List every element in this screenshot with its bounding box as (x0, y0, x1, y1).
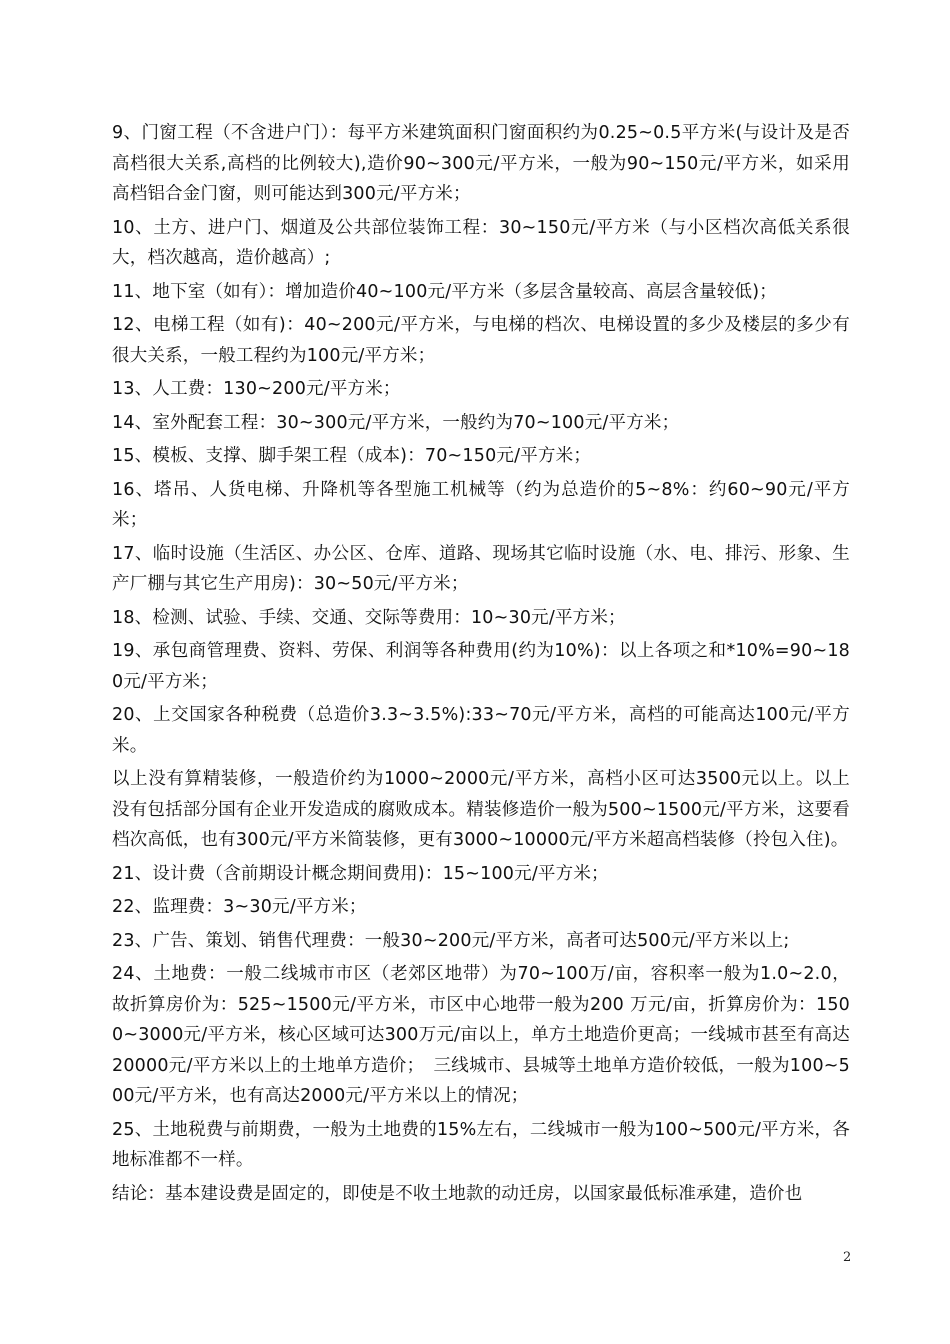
paragraph-item-24: 24、土地费：一般二线城市市区（老郊区地带）为70~100万/亩，容积率一般为1.0~2.0，故折算房价为：525~1500元/平方米，市区中心地带一般为200 万元/亩，折算房价为：1500~3000元/平方米，核心区域可达300万元/亩以上，单方土地造价更高；一线城市甚至有高达20000元/平方米以上的土地单方造价； 三线城市、县城等土地单方造价较低，一般为100~500元/平方米，也有高达2000元/平方米以上的情况； (112, 964, 850, 1106)
paragraph-item-16: 16、塔吊、人货电梯、升降机等各型施工机械等（约为总造价的5~8%：约60~90元/平方米； (112, 479, 850, 530)
paragraph-item-20: 20、上交国家各种税费（总造价3.3~3.5%):33~70元/平方米，高档的可能高达100元/平方米。 (112, 705, 850, 756)
paragraph-item-17: 17、临时设施（生活区、办公区、仓库、道路、现场其它临时设施（水、电、排污、形象、生产厂棚与其它生产用房)：30~50元/平方米； (112, 543, 850, 594)
paragraph-item-15: 15、模板、支撑、脚手架工程（成本)：70~150元/平方米； (112, 446, 592, 466)
paragraph-item-18: 18、检测、试验、手续、交通、交际等费用：10~30元/平方米； (112, 607, 626, 628)
paragraph-item-22: 22、监理费：3~30元/平方米； (112, 897, 367, 917)
paragraph-item-23: 23、广告、策划、销售代理费：一般30~200元/平方米，高者可达500元/平方米以上; (112, 930, 790, 951)
paragraph-item-21: 21、设计费（含前期设计概念期间费用)：15~100元/平方米； (112, 863, 609, 884)
paragraph-item-14: 14、室外配套工程：30~300元/平方米，一般约为70~100元/平方米； (112, 412, 680, 433)
paragraph-item-12: 12、电梯工程（如有)：40~200元/平方米，与电梯的档次、电梯设置的多少及楼层的多少有很大关系，一般工程约为100元/平方米； (112, 315, 850, 366)
paragraph-item-10: 10、土方、进户门、烟道及公共部位装饰工程：30~150元/平方米（与小区档次高低关系很大，档次越高，造价越高）; (112, 217, 850, 268)
paragraph-conclusion: 结论：基本建设费是固定的，即使是不收土地款的动迁房，以国家最低标准承建，造价也 (112, 1183, 803, 1204)
paragraph-item-13: 13、人工费：130~200元/平方米； (112, 379, 401, 399)
paragraph-item-11: 11、地下室（如有）：增加造价40~100元/平方米（多层含量较高、高层含量较低)； (112, 281, 777, 302)
paragraph-item-9: 9、门窗工程（不含进户门）：每平方米建筑面积门窗面积约为0.25~0.5平方米(与设计及是否高档很大关系,高档的比例较大),造价90~300元/平方米，一般为90~150元/平方米，如采用高档铝合金门窗，则可能达到300元/平方米； (112, 123, 850, 204)
page-number: 2 (843, 1250, 852, 1265)
paragraph-decoration-note: 以上没有算精装修，一般造价约为1000~2000元/平方米，高档小区可达3500元以上。以上没有包括部分国有企业开发造成的腐败成本。精装修造价一般为500~1500元/平方米，这要看档次高低，也有300元/平方米简装修，更有3000~10000元/平方米超高档装修（拎包入住)。 (112, 769, 850, 850)
paragraph-item-25: 25、土地税费与前期费，一般为土地费的15%左右，二线城市一般为100~500元/平方米，各地标准都不一样。 (112, 1119, 850, 1170)
paragraph-item-19: 19、承包商管理费、资料、劳保、利润等各种费用(约为10%)：以上各项之和*10%=90~180元/平方米； (112, 641, 850, 692)
document-body (112, 118, 850, 1212)
